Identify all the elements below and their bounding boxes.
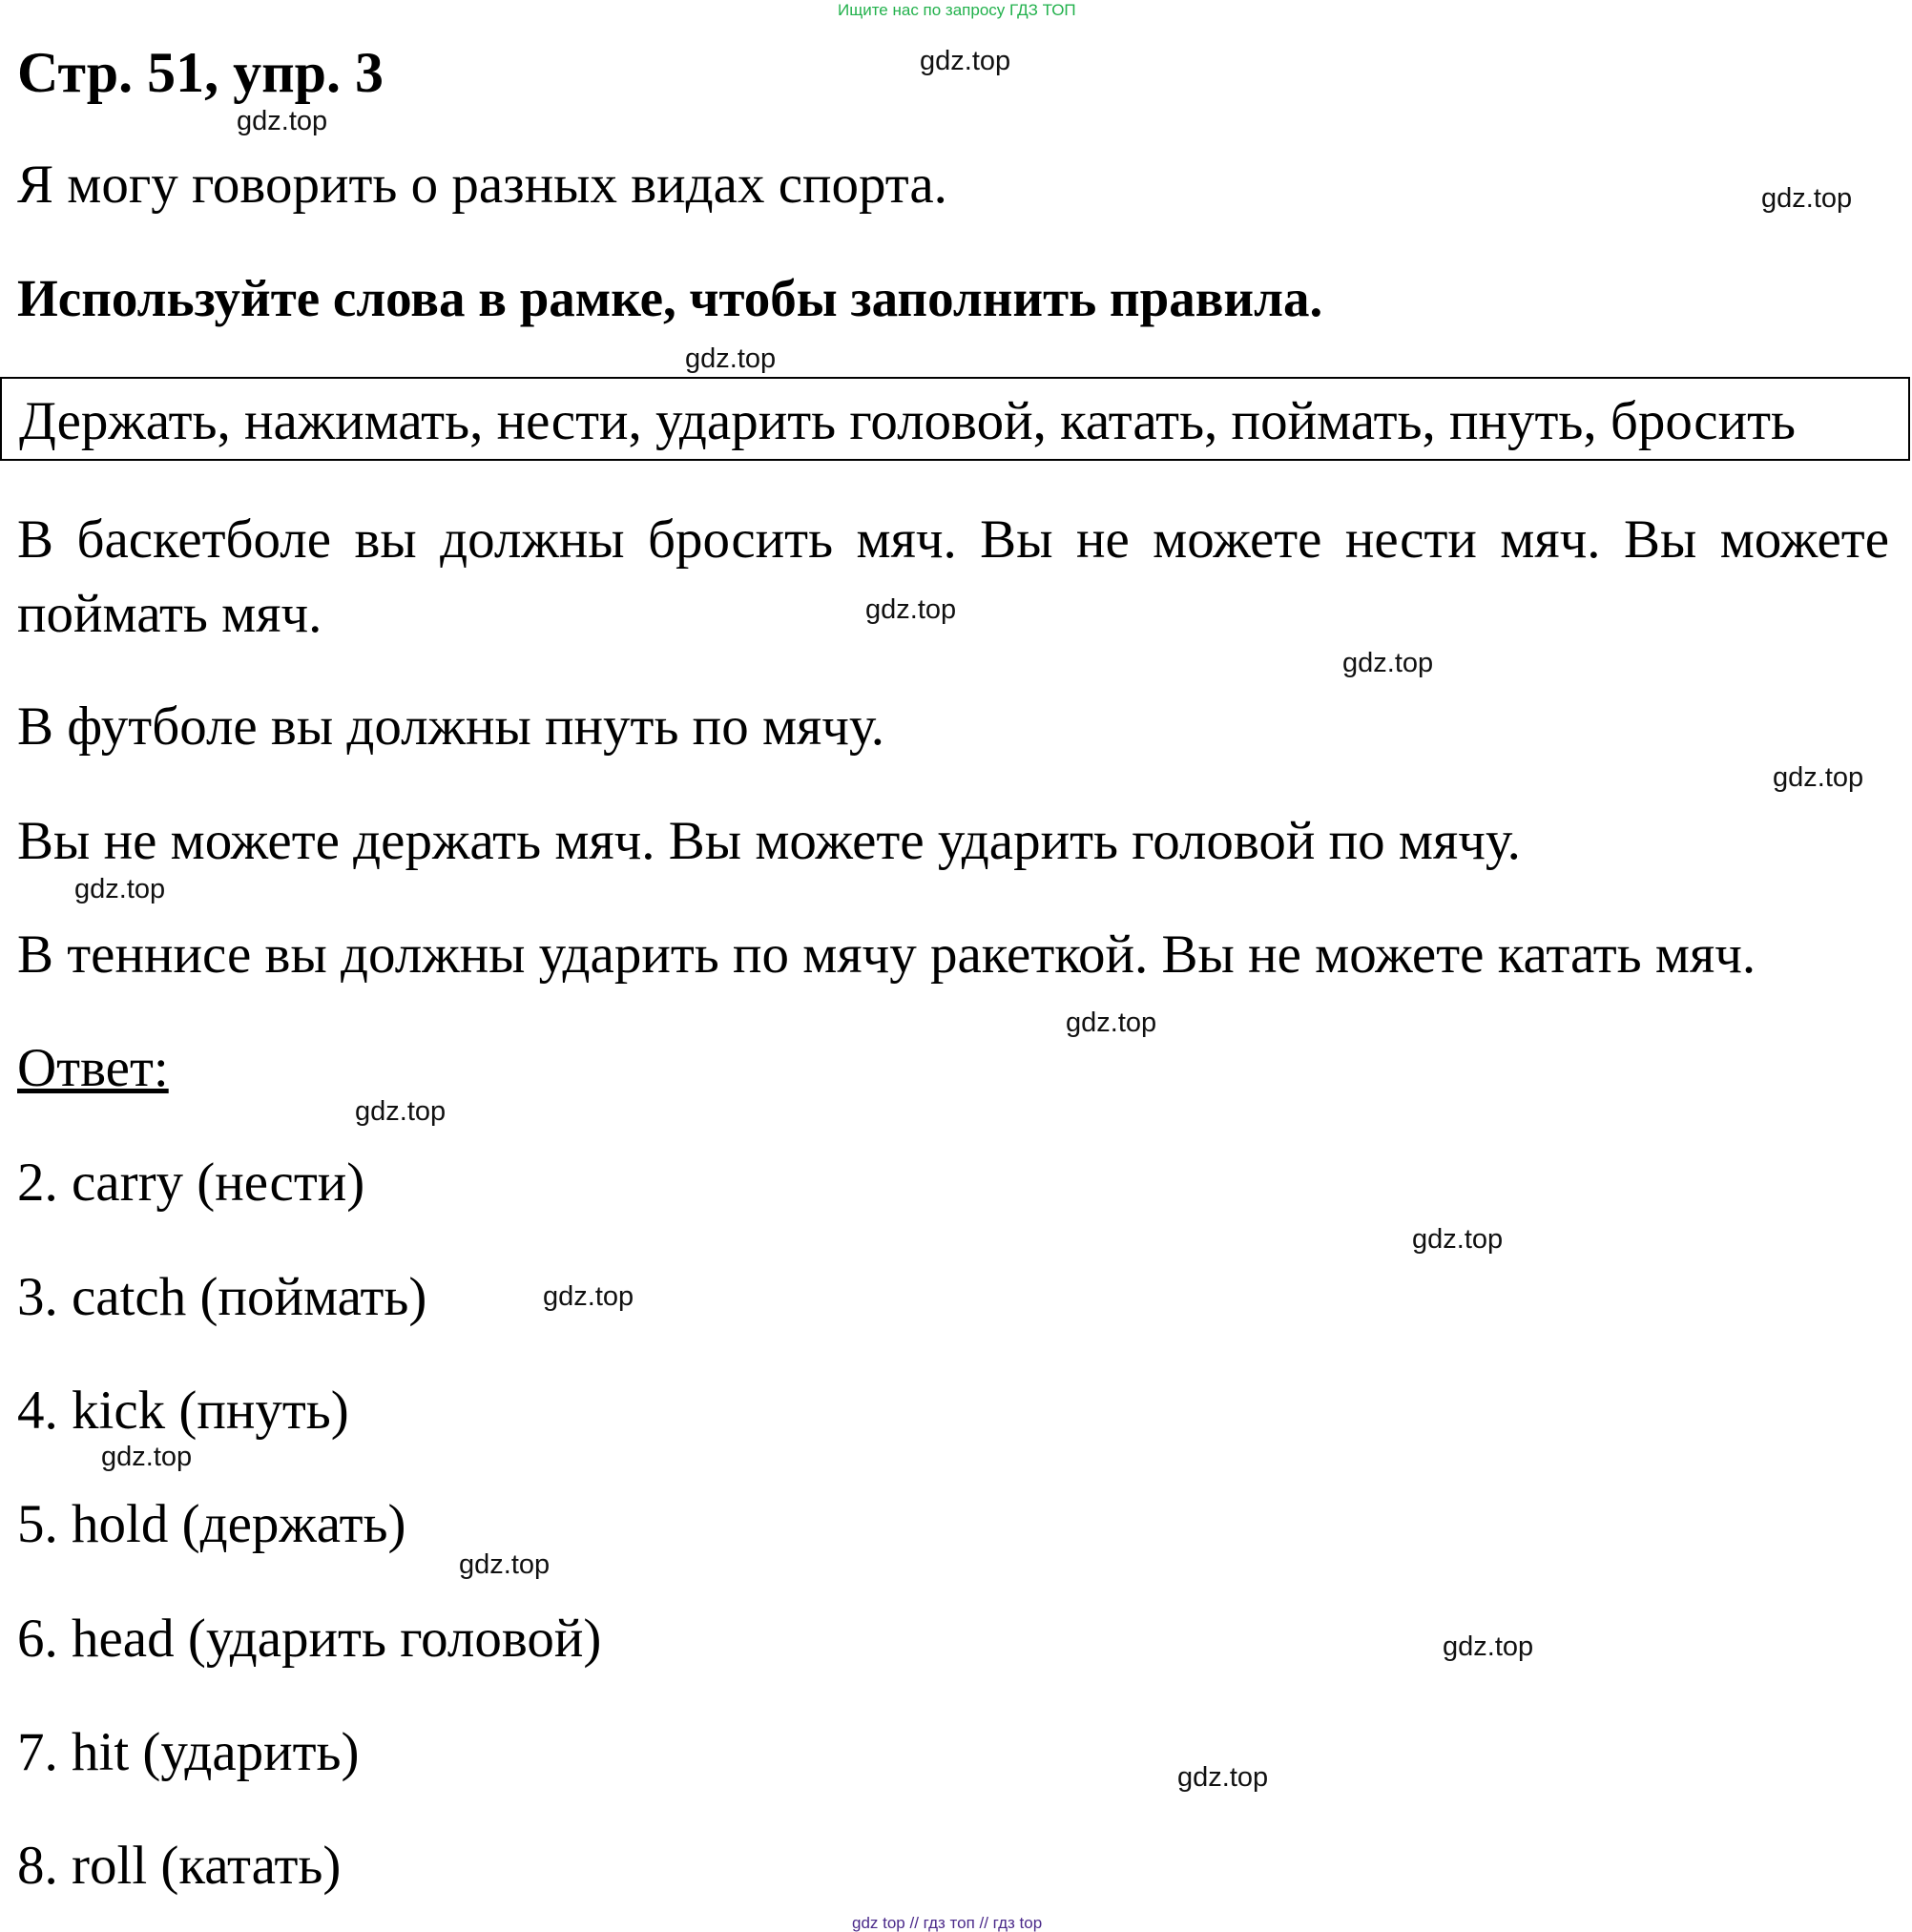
task-instruction: Используйте слова в рамке, чтобы заполнить правила. xyxy=(17,269,1323,327)
watermark: gdz.top xyxy=(355,1096,447,1127)
watermark: gdz.top xyxy=(459,1549,551,1580)
watermark: gdz.top xyxy=(1177,1762,1269,1793)
watermark: gdz.top xyxy=(74,874,166,904)
word-box xyxy=(0,377,1910,461)
watermark: gdz.top xyxy=(101,1442,193,1472)
answer-item: 6. head (ударить головой) xyxy=(17,1609,602,1669)
watermark: gdz.top xyxy=(865,594,957,625)
page-subtitle: Я могу говорить о разных видах спорта. xyxy=(17,155,947,215)
answer-item: 8. roll (катать) xyxy=(17,1836,342,1896)
watermark: gdz.top xyxy=(543,1281,634,1312)
rule-tennis-line: В теннисе вы должны ударить по мячу ракеткой. Вы не можете катать мяч. xyxy=(17,924,1756,985)
answer-item: 3. catch (поймать) xyxy=(17,1267,427,1327)
watermark: gdz.top xyxy=(237,106,328,136)
answer-item: 5. hold (держать) xyxy=(17,1494,406,1554)
page-title: Стр. 51, упр. 3 xyxy=(17,41,384,104)
watermark: gdz.top xyxy=(1773,762,1864,793)
rule-football-line-2: Вы не можете держать мяч. Вы можете ударить головой по мячу. xyxy=(17,811,1521,871)
answer-item: 7. hit (ударить) xyxy=(17,1722,360,1782)
footer-note: gdz top // гдз топ // гдз top xyxy=(852,1914,1043,1932)
watermark: gdz.top xyxy=(1342,648,1434,678)
watermark: gdz.top xyxy=(1761,183,1853,214)
rule-basketball-line-2: поймать мяч. xyxy=(17,584,322,644)
answer-item: 2. carry (нести) xyxy=(17,1153,365,1213)
watermark: gdz.top xyxy=(1066,1008,1157,1038)
watermark: gdz.top xyxy=(1443,1631,1534,1662)
answer-label: Ответ: xyxy=(17,1038,169,1098)
watermark: gdz.top xyxy=(920,46,1011,76)
top-search-note: Ищите нас по запросу ГДЗ ТОП xyxy=(838,1,1076,19)
rule-football-line-1: В футболе вы должны пнуть по мячу. xyxy=(17,696,884,757)
word-box-text: Держать, нажимать, нести, ударить головой, катать, поймать, пнуть, бросить xyxy=(19,391,1797,451)
rule-basketball-line-1: В баскетболе вы должны бросить мяч. Вы не можете нести мяч. Вы можете xyxy=(17,509,1889,570)
watermark: gdz.top xyxy=(1412,1224,1504,1255)
answer-item: 4. kick (пнуть) xyxy=(17,1381,349,1441)
watermark: gdz.top xyxy=(685,343,777,374)
